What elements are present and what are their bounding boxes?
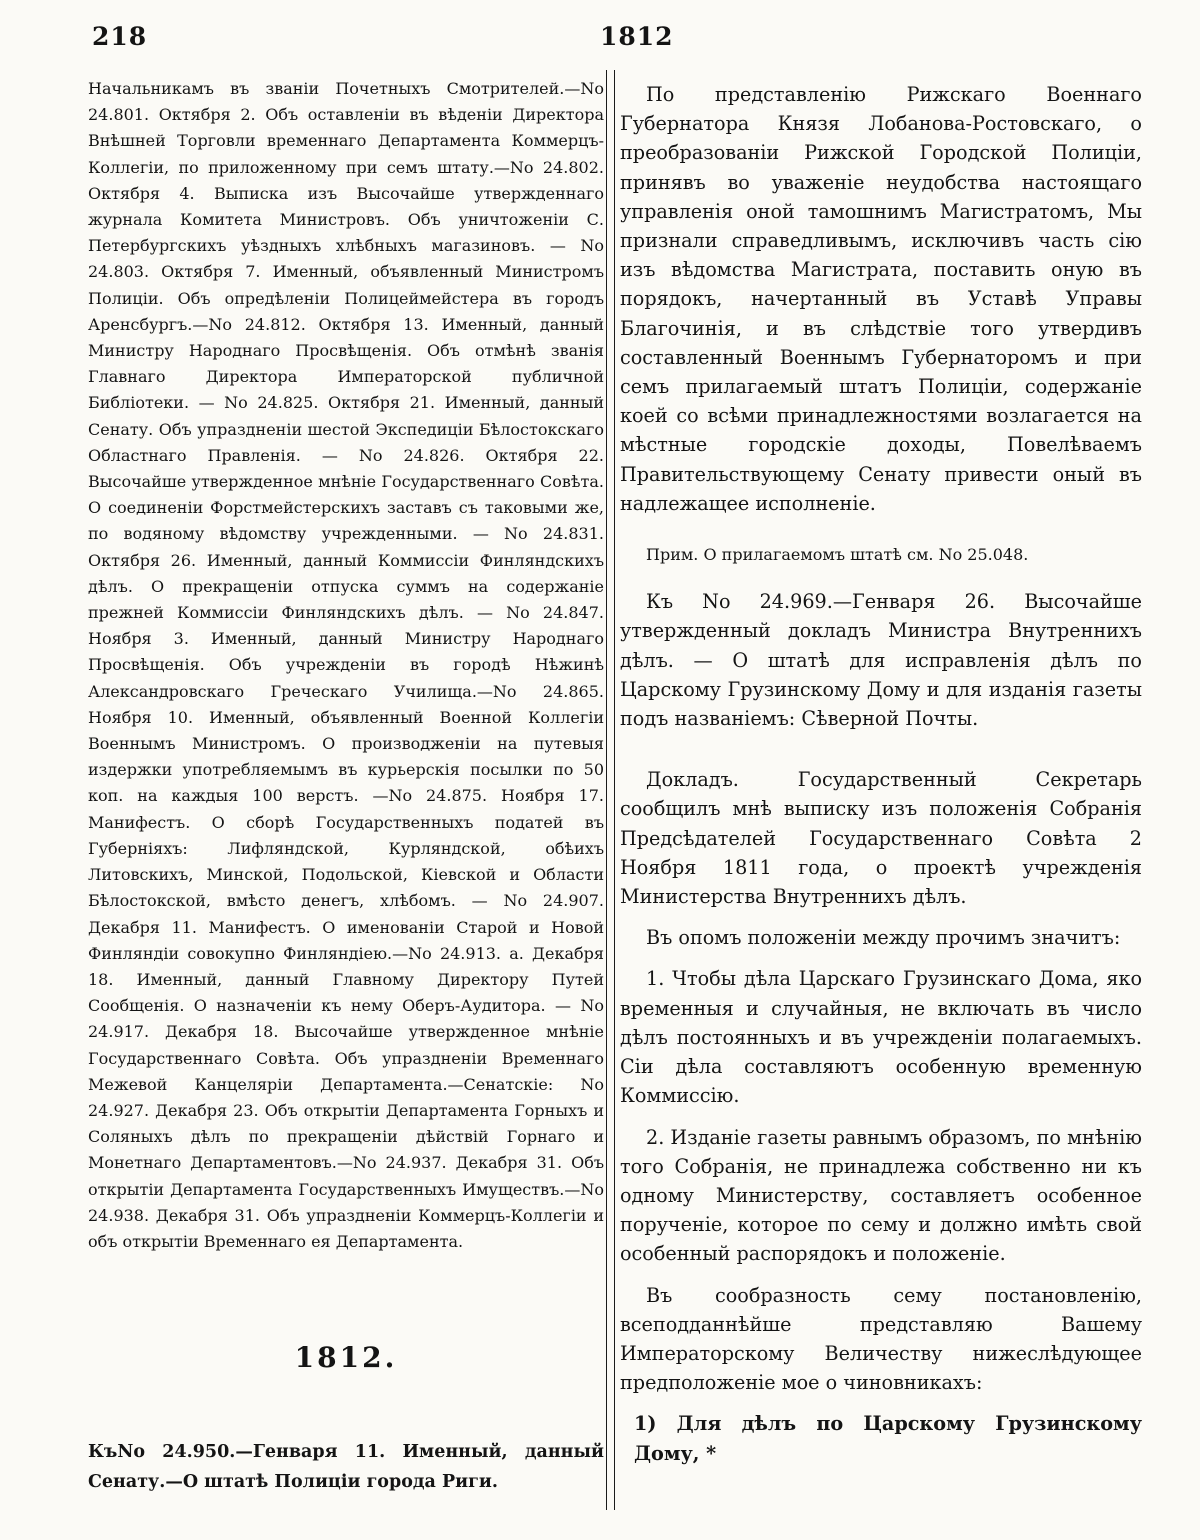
report-paragraph: Докладъ. Государственный Секретарь сообщилъ мнѣ выписку изъ положенія Собранія Предсѣдателей Государственнаго Совѣта 2 Ноября 1811 года, о проектѣ учрежденія Министерства Внутреннихъ дѣлъ. bbox=[620, 768, 1142, 909]
year-heading: 1812. bbox=[294, 1341, 398, 1375]
column-divider bbox=[606, 70, 615, 1510]
numbered-item-2: 2. Изданіе газеты равнымъ образомъ, по мнѣнію того Собранія, не принадлежа собственно ни къ одному Министерству, составляетъ особенное порученіе, которое по сему и должно имѣть свой особенный распорядокъ и положеніе. bbox=[620, 1125, 1142, 1266]
left-column-text: Начальникамъ въ званіи Почетныхъ Смотрителей.—No 24.801. Октября 2. Объ оставленіи въ вѣденіи Директора Внѣшней Торговли временнаго Департамента Коммерцъ-Коллегіи, по приложенному при семъ штату.—No 24.802. Октября 4. Выписка изъ Высочайше утвержденнаго журнала Комитета Министровъ. Объ уничтоженіи С. Петербургскихъ уѣздныхъ хлѣбныхъ магазиновъ. — No 24.803. Октября 7. Именный, объявленный Министромъ Полиціи. Объ опредѣленіи Полицеймейстера въ городъ Аренсбургъ.—No 24.812. Октября 13. Именный, данный Министру Народнаго Просвѣщенія. Объ отмѣнѣ званія Главнаго Директора Императорской публичной Библіотеки. — No 24.825. Октября 21. Именный, данный Сенату. Объ упраздненіи шестой Экспедиціи Бѣлостокскаго Областнаго Правленія. — No 24.826. Октября 22. Высочайше утвержденное мнѣніе Государственнаго Совѣта. О соединеніи Форстмейстерскихъ заставъ съ таковыми же, по водяному вѣдомству учрежденными. — No 24.831. Октября 26. Именный, данный Коммиссіи Финляндскихъ дѣлъ. О прекращеніи отпуска суммъ на содержаніе прежней Коммиссіи Финляндскихъ дѣлъ. — No 24.847. Ноября 3. Именный, данный Министру Народнаго Просвѣщенія. Объ учрежденіи въ городѣ Нѣжинѣ Александровскаго Греческаго Училища.—No 24.865. Ноября 10. Именный, объявленный Военной Коллегіи Военнымъ Министромъ. О производженіи на путевыя издержки употребляемымъ въ курьерскія посылки по 50 коп. на каждыя 100 верстъ. —No 24.875. Ноября 17. Манифестъ. О сборѣ Государственныхъ податей въ Губерніяхъ: Лифляндской, Курляндской, обѣихъ Литовскихъ, Минской, Подольской, Кіевской и Области Бѣлостокской, вмѣсто денегъ, хлѣбомъ. — No 24.907. Декабря 11. Манифестъ. О именованіи Старой и Новой Финляндіи совокупно Финляндіею.—No 24.913. а. Декабря 18. Именный, данный Главному Директору Путей Сообщенія. О назначеніи къ нему Оберъ-Аудитора. — No 24.917. Декабря 18. Высочайше утвержденное мнѣніе Государственнаго Совѣта. Объ упраздненіи Временнаго Межевой Канцеляріи Департамента.—Сенатскіе: No 24.927. Декабря 23. Объ открытіи Департамента Горныхъ и Соляныхъ дѣлъ по прекращеніи дѣйствій Горнаго и Монетнаго Департаментовъ.—No 24.937. Декабря 31. Объ открытіи Департамента Государственныхъ Имуществъ.—No 24.938. Декабря 31. Объ упраздненіи Коммерцъ-Коллегіи и объ открытіи Временнаго ея Департамента. bbox=[88, 79, 604, 1251]
page-number: 218 bbox=[92, 22, 148, 51]
entry-heading-24969: Къ No 24.969.—Генваря 26. Высочайше утвержденный докладъ Министра Внутреннихъ дѣлъ. — О штатѣ для исправленія дѣлъ по Царскому Грузинскому Дому и для изданія газеты подъ названіемъ: Сѣверной Почты. bbox=[620, 590, 1142, 731]
running-header-year: 1812 bbox=[600, 22, 674, 51]
position-paragraph: Въ опомъ положеніи между прочимъ значитъ: bbox=[646, 926, 1121, 950]
numbered-item-1: 1. Чтобы дѣла Царскаго Грузинскаго Дома, яко временныя и случайныя, не включать въ число дѣлъ постоянныхъ и въ учрежденіи полагаемыхъ. Сіи дѣла составляютъ особенную временную Коммиссію. bbox=[620, 967, 1142, 1108]
left-column bbox=[88, 76, 604, 1497]
page-header bbox=[0, 22, 1200, 62]
list-item-1: 1) Для дѣлъ по Царскому Грузинскому Дому, * bbox=[634, 1412, 1142, 1465]
right-column bbox=[620, 80, 1142, 1480]
decree-paragraph: По представленію Рижскаго Военнаго Губернатора Князя Лобанова-Ростовскаго, о преобразованіи Рижской Городской Полиціи, принявъ во уваженіе неудобства настоящаго управленія оной тамошнимъ Магистратомъ, Мы признали справедливымъ, исключивъ часть сію изъ вѣдомства Магистрата, поставить оную въ порядокъ, начертанный въ Уставѣ Управы Благочинія, и въ слѣдствіе того утвердивъ составленный Военнымъ Губернаторомъ и при семъ прилагаемый штатъ Полиціи, содержаніе коей со всѣми принадлежностями возлагается на мѣстные городскіе доходы, Повелѣваемъ Правительствующему Сенату привести оный въ надлежащее исполненіе. bbox=[620, 83, 1142, 515]
proposal-paragraph: Въ сообразность сему постановленію, всеподданнѣйше представляю Вашему Императорскому Величеству нижеслѣдующее предположеніе мое о чиновникахъ: bbox=[620, 1283, 1142, 1395]
entry-heading-24950: КъNo 24.950.—Генваря 11. Именный, данный Сенату.—О штатѣ Полиціи города Риги. bbox=[88, 1442, 604, 1493]
note: Прим. О прилагаемомъ штатѣ см. No 25.048. bbox=[646, 545, 1029, 565]
